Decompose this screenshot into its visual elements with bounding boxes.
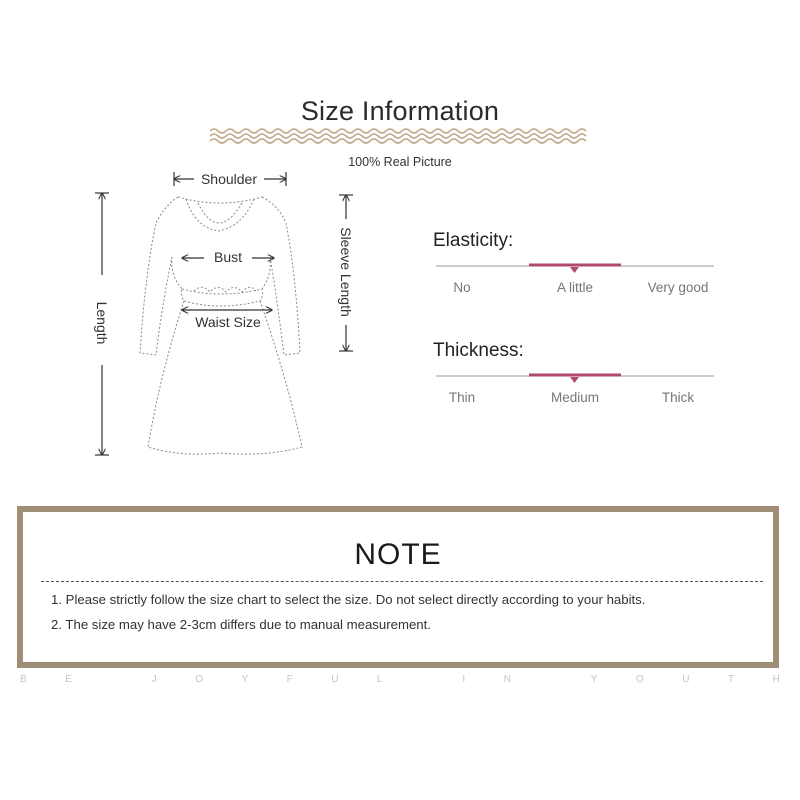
motto-letter: O	[195, 674, 203, 685]
thickness-marker	[570, 377, 579, 383]
footer-motto	[20, 674, 780, 685]
motto-letter: I	[462, 674, 466, 685]
motto-letter: N	[503, 674, 511, 685]
wave-divider	[210, 126, 590, 146]
sleeve-length-label: Sleeve Length	[338, 227, 354, 317]
thickness-option-thin: Thin	[448, 390, 476, 405]
dress-diagram	[90, 165, 370, 465]
elasticity-label: Elasticity:	[433, 230, 514, 251]
thickness-label: Thickness:	[433, 340, 524, 361]
length-label: Length	[94, 301, 110, 345]
note-line-1: 1. Please strictly follow the size chart to select the size. Do not select directly according to your habits.	[51, 592, 646, 607]
shoulder-label: Shoulder	[200, 171, 258, 187]
motto-letter: Y	[590, 674, 598, 685]
subtitle: 100% Real Picture	[348, 155, 452, 169]
motto-letter: T	[728, 674, 735, 685]
elasticity-option-a-little: A little	[556, 280, 594, 295]
elasticity-marker	[570, 267, 579, 273]
motto-letter: F	[286, 674, 293, 685]
note-box	[17, 506, 779, 668]
bust-label: Bust	[213, 249, 243, 265]
thickness-scale	[436, 370, 716, 386]
motto-letter: H	[772, 674, 780, 685]
elasticity-scale	[436, 260, 716, 276]
waist-label: Waist Size	[195, 314, 261, 330]
page-title: Size Information	[300, 96, 500, 126]
elasticity-option-no: No	[453, 280, 471, 295]
motto-letter	[421, 674, 424, 685]
elasticity-option-very-good: Very good	[647, 280, 709, 295]
motto-letter	[549, 674, 552, 685]
motto-letter: Y	[241, 674, 249, 685]
motto-letter: B	[20, 674, 27, 685]
note-line-2: 2. The size may have 2-3cm differs due to manual measurement.	[51, 617, 431, 632]
motto-letter: U	[682, 674, 690, 685]
motto-letter: O	[635, 674, 644, 685]
note-title: NOTE	[354, 538, 442, 571]
thickness-option-medium: Medium	[550, 390, 599, 405]
motto-letter: E	[65, 674, 72, 685]
motto-letter	[110, 674, 113, 685]
motto-letter: L	[377, 674, 383, 685]
note-divider	[41, 581, 763, 582]
motto-letter: U	[331, 674, 339, 685]
motto-letter: J	[151, 674, 157, 685]
thickness-option-thick: Thick	[661, 390, 695, 405]
